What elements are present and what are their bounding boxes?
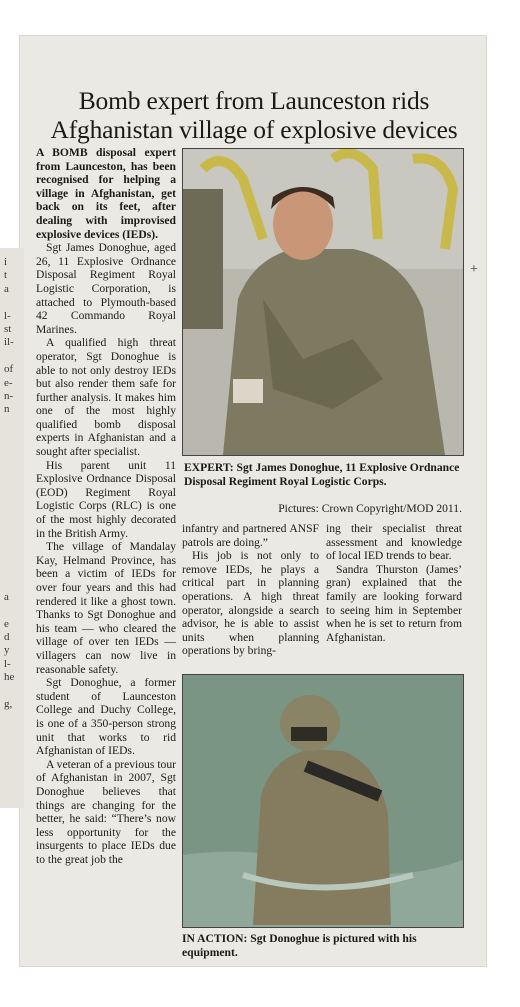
photo-caption-expert: EXPERT: Sgt James Donoghue, 11 Explosive Ordnance Disposal Regiment Royal Logistic Corps. <box>184 461 460 488</box>
fragment-line <box>4 417 22 430</box>
headline: Bomb expert from Launceston rids Afghanistan village of explosive devices <box>50 86 458 144</box>
body-paragraph: Sgt James Donoghue, aged 26, 11 Explosive Ordnance Disposal Regiment Royal Logistic Corporation, is attached to Plymouth-based 42 Commando Royal Marines. <box>36 241 176 336</box>
fragment-line: e- <box>4 376 13 389</box>
column-1 <box>36 146 176 866</box>
lede-paragraph: A BOMB disposal expert from Launceston, has been recognised for helping a village in Afghanistan, get back on its feet, after dealing with improvised explosive devices (IEDs). <box>36 146 176 241</box>
fragment-line <box>4 443 22 456</box>
fragment-line <box>4 470 22 483</box>
fragment-line: he <box>4 671 15 684</box>
fragment-line <box>4 564 22 577</box>
fragment-line <box>4 430 22 443</box>
photo-credit: Pictures: Crown Copyright/MOD 2011. <box>278 502 462 515</box>
in-action-photo <box>182 674 464 928</box>
expert-photo <box>182 148 464 456</box>
fragment-line <box>4 685 22 698</box>
fragment-line <box>4 551 22 564</box>
fragment-line <box>4 537 22 550</box>
photo-caption-in-action: IN ACTION: Sgt Donoghue is pictured with his equipment. <box>182 932 417 959</box>
fragment-line: t <box>4 269 8 282</box>
margin-plus-mark: + <box>470 262 478 277</box>
body-paragraph: His parent unit 11 Explosive Ordnance Disposal (EOD) Regiment Royal Logistic Corps (RLC) is one of the most highly decorated in the British Army. <box>36 458 176 540</box>
fragment-line <box>4 497 22 510</box>
fragment-line: g, <box>4 697 13 710</box>
fragment-line: of <box>4 363 14 376</box>
fragment-line <box>4 524 22 537</box>
body-paragraph: infantry and partnered ANSF patrols are doing.” <box>182 522 319 549</box>
fragment-line <box>4 577 22 590</box>
column-2 <box>182 522 319 658</box>
fragment-line: e <box>4 617 9 630</box>
fragment-line: st <box>4 322 12 335</box>
fragment-line <box>4 510 22 523</box>
body-paragraph: The village of Mandalay Kay, Helmand Province, has been a victim of IEDs for over four years and this had rendered it like a ghost town. Thanks to Sgt Donoghue and his team — who cleared the village of over ten IEDs — villagers can now live in reasonable safety. <box>36 540 176 676</box>
column-3 <box>326 522 462 644</box>
body-paragraph: Sgt Donoghue, a former student of Launceston College and Duchy College, is one of a 350-person strong unit that works to rid Afghanistan of IEDs. <box>36 676 176 758</box>
body-paragraph: ing their specialist threat assessment and knowledge of local IED trends to bear. <box>326 522 462 563</box>
fragment-line <box>4 457 22 470</box>
fragment-line: l- <box>4 657 11 670</box>
fragment-line: a <box>4 282 9 295</box>
fragment-line <box>4 604 22 617</box>
fragment-line <box>4 350 22 363</box>
fragment-line: l- <box>4 309 11 322</box>
fragment-line: i <box>4 256 8 268</box>
body-paragraph: A veteran of a previous tour of Afghanistan in 2007, Sgt Donoghue believes that things are changing for the better, he said: “There’s now less opportunity for the insurgents to place IEDs due to the great job the <box>36 757 176 866</box>
fragment-line: d <box>4 630 10 643</box>
fragment-line: n- <box>4 389 14 402</box>
fragment-line: a <box>4 590 9 603</box>
adjacent-column-fragment-text <box>4 256 22 711</box>
fragment-line <box>4 484 22 497</box>
body-paragraph: A qualified high threat operator, Sgt Donoghue is able to not only destroy IEDs but also render them safe for further analysis. It makes him one of the most highly qualified bomb disposal experts in Afghanistan and a sought after specialist. <box>36 336 176 459</box>
body-paragraph: His job is not only to remove IEDs, he plays a critical part in planning operations. A high threat operator, alongside a search advisor, he is able to assist units when planning operations by bring- <box>182 549 319 658</box>
body-paragraph: Sandra Thurston (James’ gran) explained that the family are looking forward to seeing him in September when he is set to return from Afghanistan. <box>326 562 462 644</box>
fragment-line <box>4 296 22 309</box>
fragment-line: il- <box>4 336 14 349</box>
fragment-line: y <box>4 644 10 657</box>
fragment-line: n <box>4 403 10 416</box>
